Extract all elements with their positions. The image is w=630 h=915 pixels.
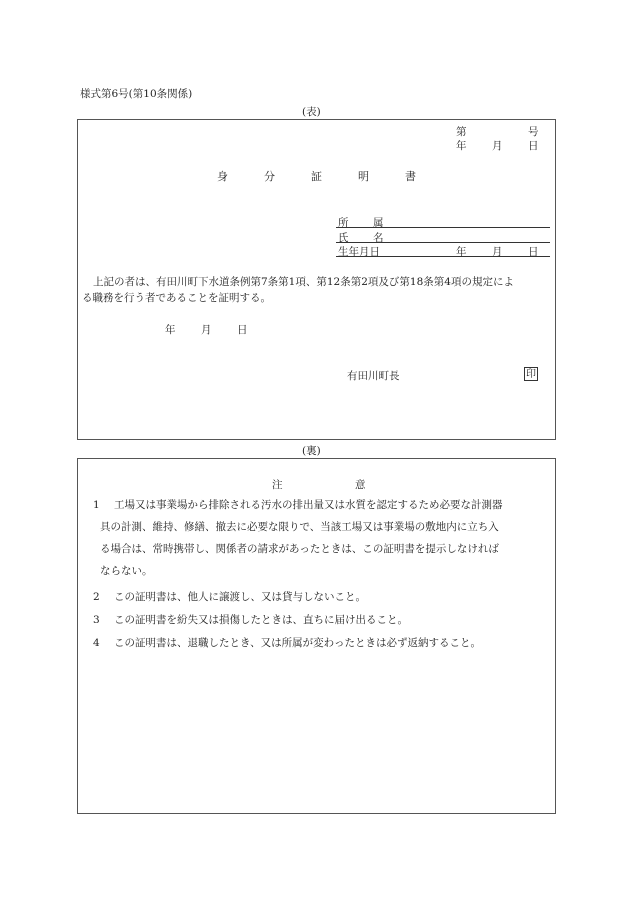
note-item-3 xyxy=(114,609,408,631)
birth-month: 月 xyxy=(492,246,503,258)
note-item-4 xyxy=(114,632,481,654)
issuer-name: 有田川町長 xyxy=(347,370,400,382)
title-char-2: 分 xyxy=(264,170,275,183)
note-item-1 xyxy=(100,494,503,582)
date-day: 日 xyxy=(528,140,539,152)
title-char-3: 証 xyxy=(311,170,322,183)
note-4-line-1: この証明書は、退職したとき、又は所属が変わったときは必ず返納すること。 xyxy=(114,637,481,649)
date-year: 年 xyxy=(456,140,467,152)
birth-year: 年 xyxy=(456,246,467,258)
birthdate-label: 生年月日 xyxy=(338,246,380,258)
birth-day: 日 xyxy=(528,246,539,258)
note-number-1: 1 xyxy=(93,499,100,511)
note-1-line-3: る場合は、常時携帯し、関係者の請求があったときは、この証明書を提示しなければ xyxy=(100,543,499,555)
title-char-1: 身 xyxy=(217,170,228,183)
name-line xyxy=(336,242,550,243)
name-label-1: 氏 xyxy=(338,232,349,244)
number-prefix: 第 xyxy=(456,126,467,138)
number-suffix: 号 xyxy=(528,126,539,138)
issue-year: 年 xyxy=(165,324,176,336)
notes-heading-char-1: 注 xyxy=(272,479,283,491)
date-month: 月 xyxy=(492,140,503,152)
form-label: 様式第6号(第10条関係) xyxy=(80,88,193,100)
issue-day: 日 xyxy=(237,324,248,336)
note-3-line-1: この証明書を紛失又は損傷したときは、直ちに届け出ること。 xyxy=(114,614,408,626)
birthdate-line xyxy=(336,256,550,257)
certification-text-line-1: 上記の者は、有田川町下水道条例第7条第1項、第12条第2項及び第18条第4項の規定によ xyxy=(93,276,514,288)
note-number-4: 4 xyxy=(93,637,100,649)
note-1-line-4: ならない。 xyxy=(100,565,153,577)
note-number-2: 2 xyxy=(93,591,100,603)
affiliation-label-1: 所 xyxy=(338,217,349,229)
note-2-line-1: この証明書は、他人に譲渡し、又は貸与しないこと。 xyxy=(114,591,366,603)
issue-month: 月 xyxy=(201,324,212,336)
seal-stamp: 印 xyxy=(526,369,536,380)
note-number-3: 3 xyxy=(93,614,100,626)
note-item-2 xyxy=(114,586,366,608)
title-char-5: 書 xyxy=(405,170,416,183)
notes-heading-char-2: 意 xyxy=(355,479,366,491)
note-1-line-1: 工場又は事業場から排除される汚水の排出量又は水質を認定するため必要な計測器 xyxy=(114,499,503,511)
title-char-4: 明 xyxy=(358,170,369,183)
affiliation-line xyxy=(336,227,550,228)
affiliation-label-2: 属 xyxy=(373,217,384,229)
name-label-2: 名 xyxy=(373,232,384,244)
front-side-label: (表) xyxy=(302,106,321,118)
certification-text-line-2: る職務を行う者であることを証明する。 xyxy=(82,292,271,304)
note-1-line-2: 具の計測、維持、修繕、撤去に必要な限りで、当該工場又は事業場の敷地内に立ち入 xyxy=(100,521,499,533)
back-side-label: (裏) xyxy=(302,445,321,457)
